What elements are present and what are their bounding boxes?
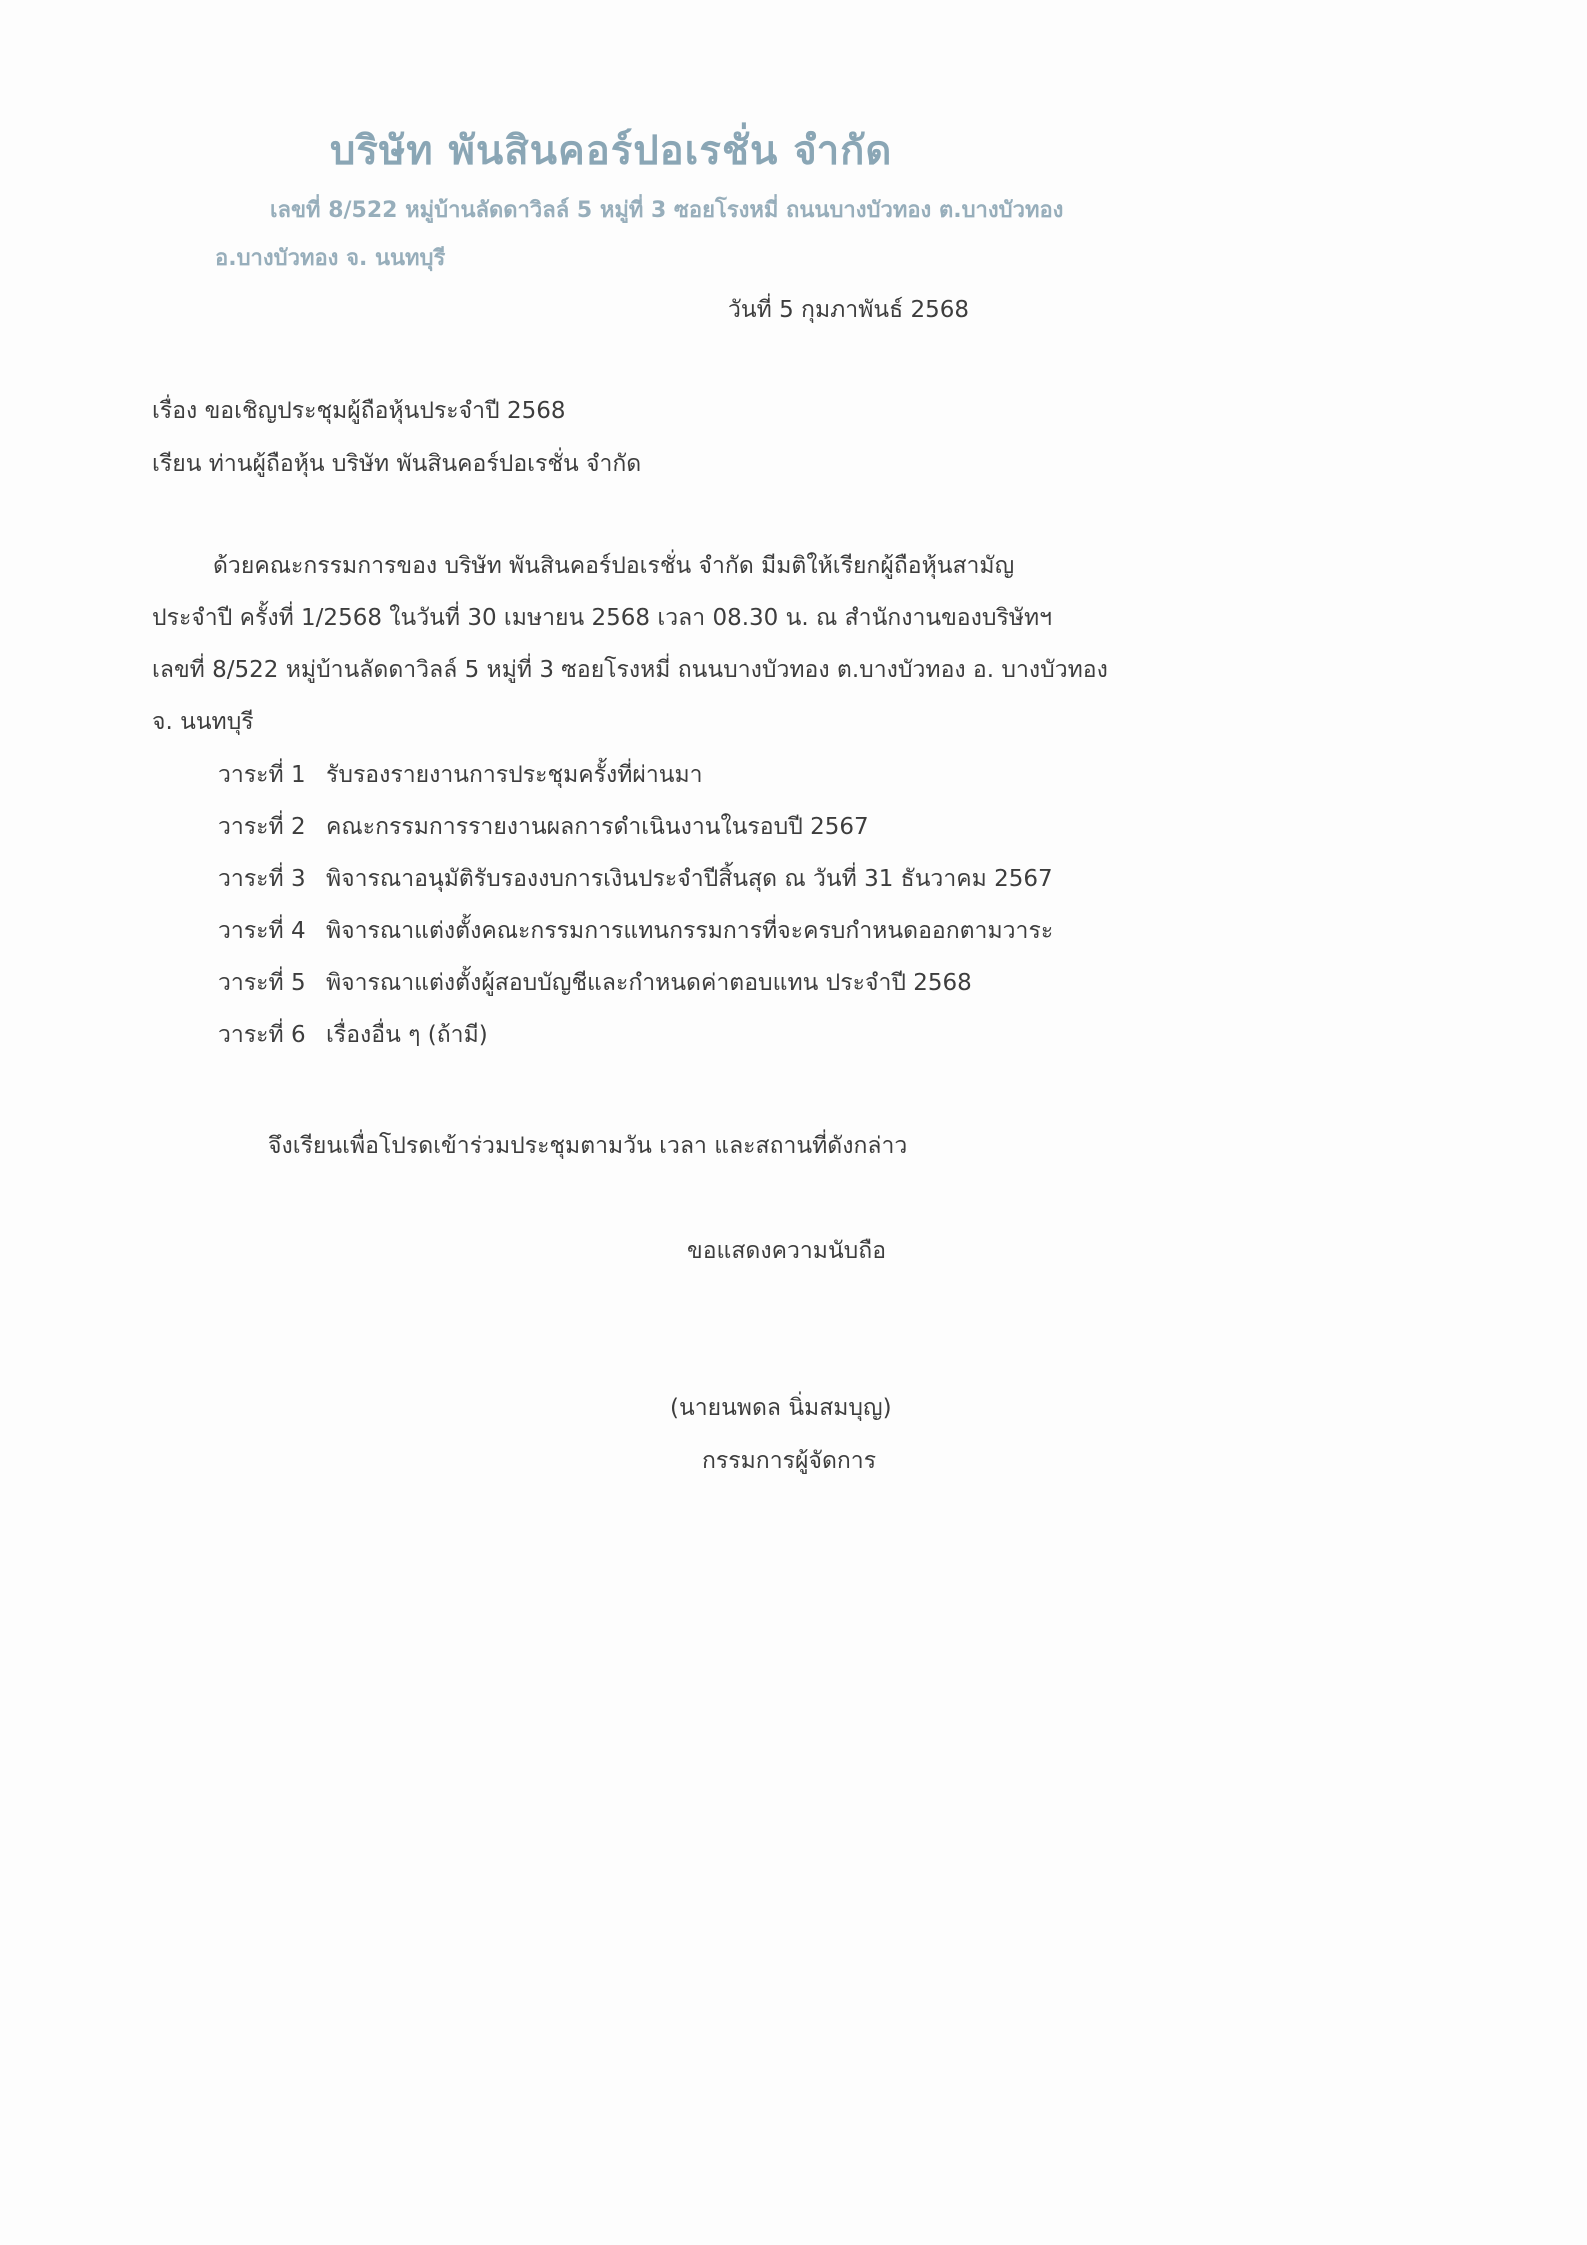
agenda-item — [218, 913, 1053, 949]
agenda-number: วาระที่ 5 — [218, 970, 306, 996]
agenda-item — [218, 861, 1053, 897]
closing-line: จึงเรียนเพื่อโปรดเข้าร่วมประชุมตามวัน เวลา และสถานที่ดังกล่าว — [268, 1133, 908, 1159]
body-line: ด้วยคณะกรรมการของ บริษัท พันสินคอร์ปอเรชั่น จำกัด มีมติให้เรียกผู้ถือหุ้นสามัญ — [213, 553, 1015, 579]
agenda-text: พิจารณาแต่งตั้งผู้สอบบัญชีและกำหนดค่าตอบแทน ประจำปี 2568 — [326, 970, 972, 996]
body-line: ประจำปี ครั้งที่ 1/2568 ในวันที่ 30 เมษายน 2568 เวลา 08.30 น. ณ สำนักงานของบริษัทฯ — [152, 605, 1053, 631]
agenda-number: วาระที่ 3 — [218, 866, 306, 892]
agenda-text: พิจารณาอนุมัติรับรองงบการเงินประจำปีสิ้นสุด ณ วันที่ 31 ธันวาคม 2567 — [326, 866, 1053, 892]
letter-subject: เรื่อง ขอเชิญประชุมผู้ถือหุ้นประจำปี 2568 — [152, 398, 566, 424]
agenda-number: วาระที่ 4 — [218, 918, 306, 944]
agenda-number: วาระที่ 2 — [218, 814, 306, 840]
agenda-number: วาระที่ 1 — [218, 762, 306, 788]
body-line: จ. นนทบุรี — [152, 709, 254, 735]
agenda-text: คณะกรรมการรายงานผลการดำเนินงานในรอบปี 2567 — [326, 814, 869, 840]
agenda-item — [218, 809, 869, 845]
signer-name: (นายนพดล นิ่มสมบุญ) — [670, 1395, 892, 1421]
regards-line: ขอแสดงความนับถือ — [687, 1238, 887, 1264]
company-name: บริษัท พันสินคอร์ปอเรชั่น จำกัด — [330, 128, 893, 174]
company-address-line1: เลขที่ 8/522 หมู่บ้านลัดดาวิลล์ 5 หมู่ที่ 3 ซอยโรงหมี่ ถนนบางบัวทอง ต.บางบัวทอง — [270, 198, 1064, 223]
agenda-text: พิจารณาแต่งตั้งคณะกรรมการแทนกรรมการที่จะครบกำหนดออกตามวาระ — [326, 918, 1054, 944]
agenda-text: รับรองรายงานการประชุมครั้งที่ผ่านมา — [326, 762, 703, 788]
agenda-item — [218, 1017, 488, 1053]
letter-date: วันที่ 5 กุมภาพันธ์ 2568 — [728, 297, 969, 323]
signer-position: กรรมการผู้จัดการ — [702, 1448, 877, 1474]
agenda-item — [218, 965, 972, 1001]
agenda-item — [218, 757, 703, 793]
letter-recipient: เรียน ท่านผู้ถือหุ้น บริษัท พันสินคอร์ปอเรชั่น จำกัด — [152, 451, 642, 477]
company-address-line2: อ.บางบัวทอง จ. นนทบุรี — [215, 246, 446, 271]
body-line: เลขที่ 8/522 หมู่บ้านลัดดาวิลล์ 5 หมู่ที่ 3 ซอยโรงหมี่ ถนนบางบัวทอง ต.บางบัวทอง อ. บางบัวทอง — [152, 657, 1108, 683]
agenda-text: เรื่องอื่น ๆ (ถ้ามี) — [326, 1022, 488, 1048]
agenda-number: วาระที่ 6 — [218, 1022, 306, 1048]
